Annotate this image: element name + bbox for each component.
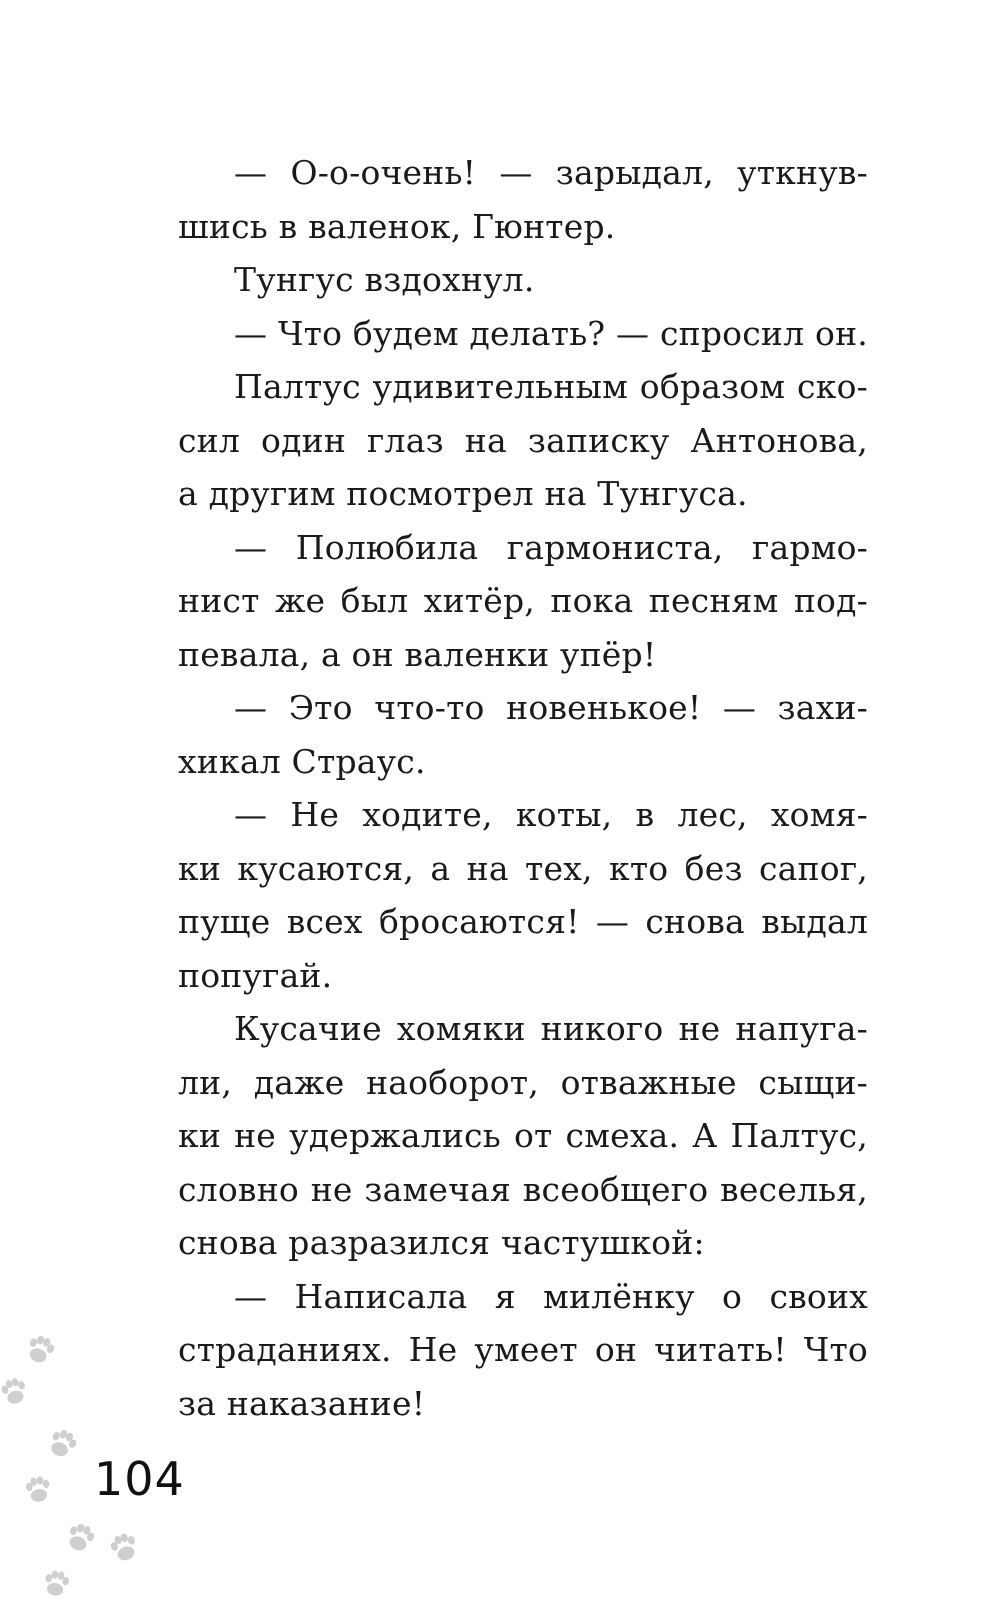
text-line: словно не замечая всеобщего веселья, [178,1169,868,1209]
text-line: сил один глаз на записку Антонова, [178,420,868,460]
text-line: — Полюбила гармониста, гармо- [234,527,868,567]
text-line: Палтус удивительным образом ско- [234,367,868,406]
paw-print-icon [43,1569,71,1598]
body-text [178,146,868,1430]
paw-print-icon [25,1333,57,1366]
text-line: нист же был хитёр, пока песням под- [178,581,868,620]
text-line: попугай. [178,955,333,995]
text-line: страданиях. Не умеет он читать! Что [178,1330,868,1369]
text-line: — О-о-очень! — зарыдал, уткнув- [234,153,868,192]
paw-print-icon [65,1521,97,1554]
text-line: снова разразился частушкой: [178,1223,705,1262]
text-line: — Написала я милёнку о своих [234,1276,868,1316]
paw-print-icon [25,1475,53,1504]
text-line: — Что будем делать? — спросил он. [234,313,868,353]
text-line: ки не удержались от смеха. А Палтус, [178,1116,868,1155]
text-line: певала, а он валенки упёр! [178,634,657,674]
text-line: ли, даже наоборот, отважные сыщи- [178,1062,868,1102]
text-line: шись в валенок, Гюнтер. [178,206,616,246]
text-line: — Это что-то новенькое! — захи- [234,688,868,727]
page-number: 104 [94,1452,185,1506]
text-line: за наказание! [178,1383,426,1423]
text-line: — Не ходите, коты, в лес, хомя- [234,795,868,834]
text-line: ки кусаются, а на тех, кто без сапог, [178,848,868,888]
text-line: хикал Страус. [178,741,426,781]
text-line: пуще всех бросаются! — снова выдал [178,902,868,941]
paw-print-icon [46,1426,80,1460]
paw-print-icon [108,1531,140,1564]
paw-print-icon [0,1376,29,1406]
text-line: Тунгус вздохнул. [234,260,535,299]
text-line: Кусачие хомяки никого не напуга- [234,1009,868,1048]
text-line: а другим посмотрел на Тунгуса. [178,474,748,513]
